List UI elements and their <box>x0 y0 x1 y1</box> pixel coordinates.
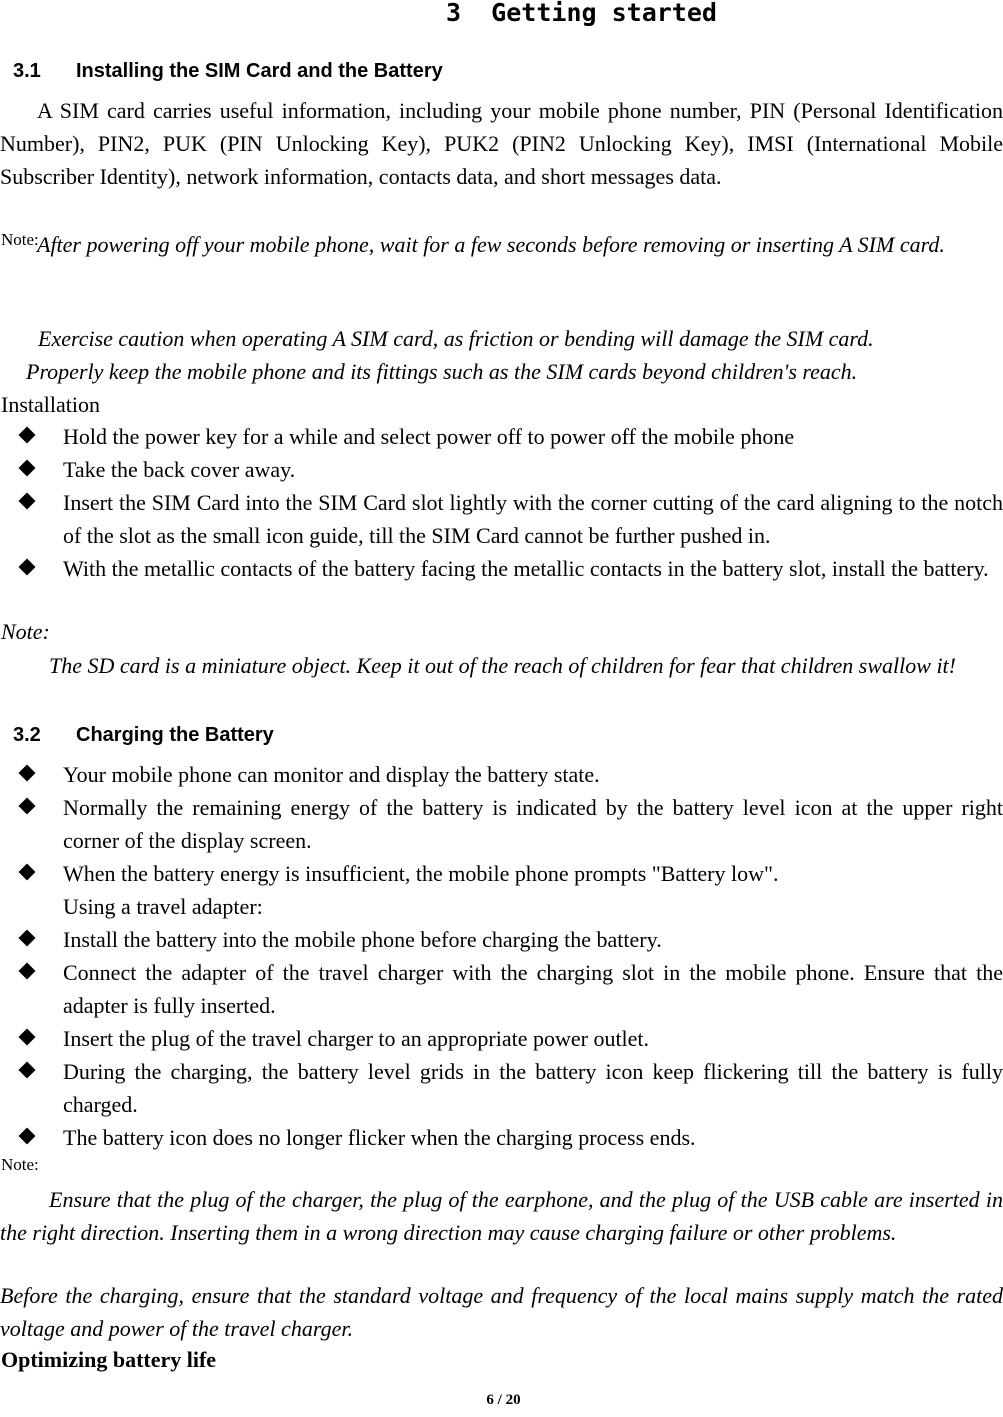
section-3-1-heading <box>13 59 443 83</box>
diamond-bullet-icon <box>19 1128 36 1145</box>
sim-card-intro: A SIM card carries useful information, including your mobile phone number, PIN (Personal Identification Number), PIN2, PUK (PIN Unlocking Key), PUK2 (PIN2 Unlocking Key), IMSI (International Mobile Subscriber Identity), network information, contacts data, and short messages data. <box>0 98 1003 189</box>
diamond-bullet-icon <box>19 493 36 510</box>
battery-state-list <box>0 758 1003 1154</box>
section-number: 3.1 <box>13 60 41 82</box>
diamond-bullet-icon <box>19 1029 36 1046</box>
note-line-3: Properly keep the mobile phone and its fittings such as the SIM cards beyond children's reach. <box>26 359 858 384</box>
diamond-bullet-icon <box>19 559 36 576</box>
list-item: With the metallic contacts of the battery facing the metallic contacts in the battery slot, install the battery. <box>0 552 1003 585</box>
list-item: Insert the SIM Card into the SIM Card slot lightly with the corner cutting of the card aligning to the notch of the slot as the small icon guide, till the SIM Card cannot be further pushed in. <box>0 486 1003 552</box>
section-title: Charging the Battery <box>76 724 274 746</box>
section-number: 3.2 <box>13 724 41 746</box>
note-line-1: After powering off your mobile phone, wait for a few seconds before removing or inserting A SIM card. <box>37 232 945 257</box>
installation-steps <box>0 420 1003 585</box>
sd-card-warning: The SD card is a miniature object. Keep it out of the reach of children for fear that children swallow it! <box>49 653 956 678</box>
list-item: Install the battery into the mobile phone before charging the battery. <box>0 923 1003 956</box>
plug-direction-note: Ensure that the plug of the charger, the plug of the earphone, and the plug of the USB cable are inserted in the right direction. Inserting them in a wrong direction may cause charging failure or other problems. <box>0 1187 1003 1245</box>
list-item: Normally the remaining energy of the battery is indicated by the battery level icon at the upper right corner of the display screen. <box>0 791 1003 857</box>
voltage-note: Before the charging, ensure that the standard voltage and frequency of the local mains supply match the rated voltage and power of the travel charger. <box>0 1283 1003 1341</box>
optimizing-battery-heading: Optimizing battery life <box>1 1347 217 1372</box>
list-item: Using a travel adapter: <box>63 894 263 919</box>
note-label: Note: <box>1 230 39 249</box>
list-item: When the battery energy is insufficient, the mobile phone prompts "Battery low". <box>0 857 1003 890</box>
note-2-label: Note: <box>1 619 50 644</box>
list-item: During the charging, the battery level grids in the battery icon keep flickering till the battery is fully charged. <box>0 1055 1003 1121</box>
list-item: The battery icon does no longer flicker when the charging process ends. <box>0 1121 1003 1154</box>
list-item: Take the back cover away. <box>0 453 1003 486</box>
diamond-bullet-icon <box>19 765 36 782</box>
diamond-bullet-icon <box>19 460 36 477</box>
list-item: Insert the plug of the travel charger to an appropriate power outlet. <box>0 1022 1003 1055</box>
diamond-bullet-icon <box>19 930 36 947</box>
diamond-bullet-icon <box>19 798 36 815</box>
note-line-2: Exercise caution when operating A SIM card, as friction or bending will damage the SIM card. <box>38 326 874 351</box>
section-title: Installing the SIM Card and the Battery <box>76 60 443 82</box>
list-item: Your mobile phone can monitor and display the battery state. <box>0 758 1003 791</box>
diamond-bullet-icon <box>19 864 36 881</box>
chapter-title: 3 Getting started <box>446 0 717 27</box>
note-3-label: Note: <box>1 1155 39 1174</box>
diamond-bullet-icon <box>19 1062 36 1079</box>
page-number: 6 / 20 <box>486 1392 521 1408</box>
diamond-bullet-icon <box>19 427 36 444</box>
list-item: Hold the power key for a while and select power off to power off the mobile phone <box>0 420 1003 453</box>
section-3-2-heading <box>13 723 274 747</box>
list-item: Connect the adapter of the travel charger with the charging slot in the mobile phone. Ensure that the adapter is fully inserted. <box>0 956 1003 1022</box>
diamond-bullet-icon <box>19 963 36 980</box>
installation-label: Installation <box>1 392 100 417</box>
